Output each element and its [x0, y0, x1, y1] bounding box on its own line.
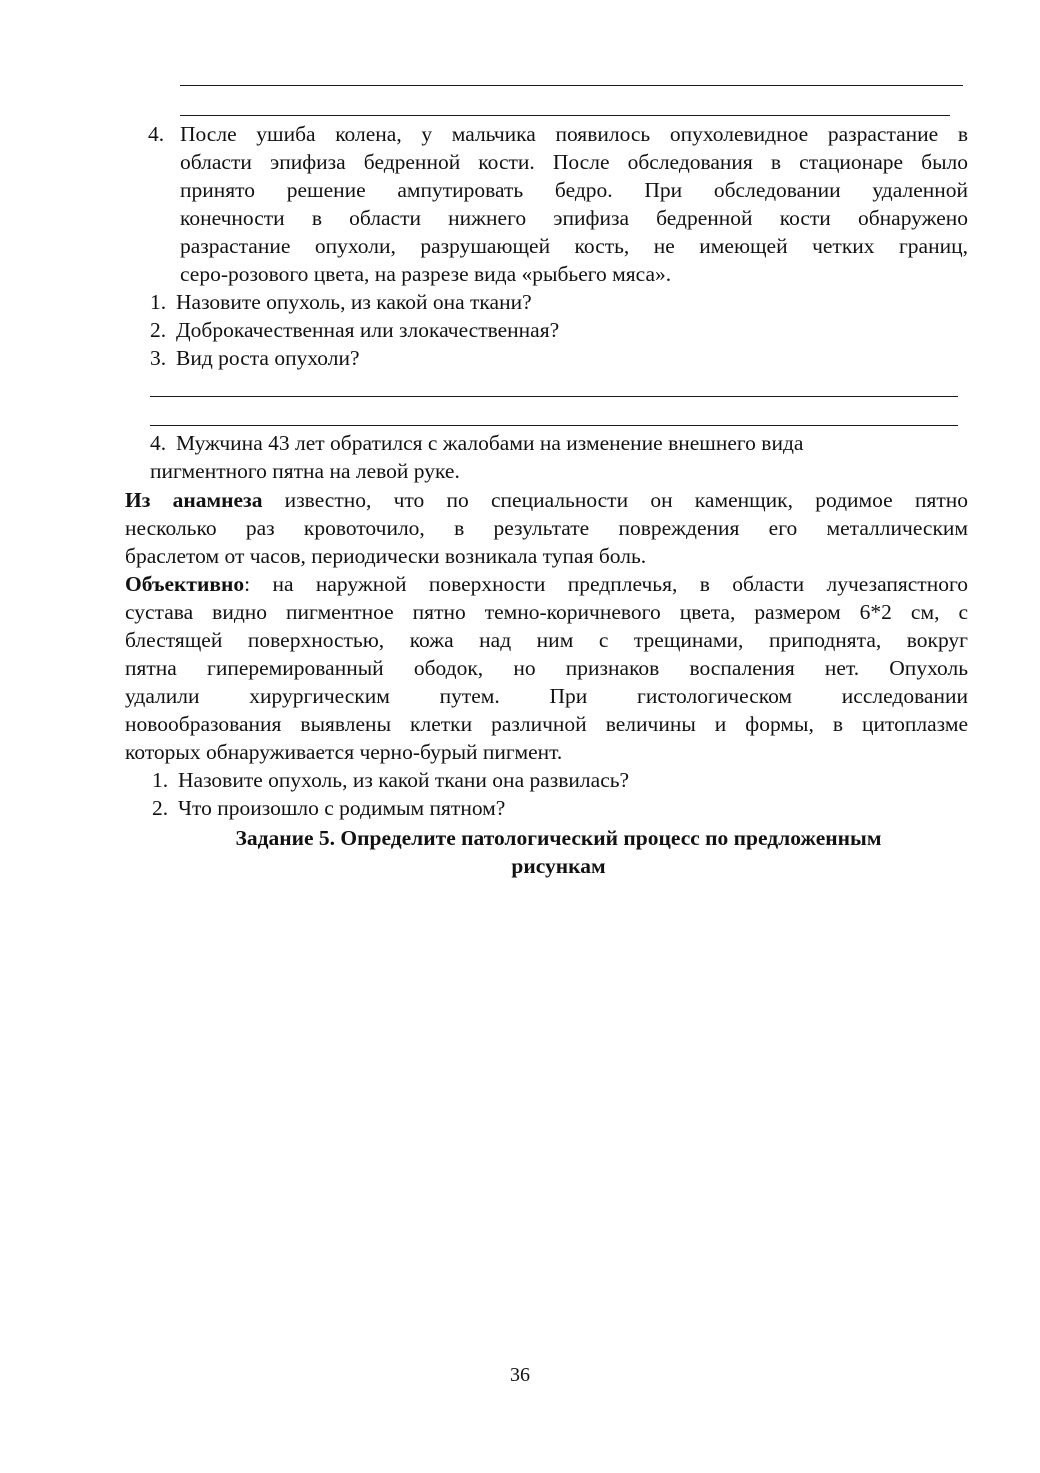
anamnesis-line — [125, 486, 968, 514]
objective-line: блестящей поверхностью, кожа над ним с трещинами, приподнята, вокруг — [125, 628, 968, 652]
case-intro-line: пигментного пятна на левой руке. — [150, 459, 460, 483]
task-heading: рисункам — [511, 854, 606, 878]
case-text-line: области эпифиза бедренной кости. После обследования в стационаре было — [180, 150, 968, 174]
question-text: Что произошло с родимым пятном? — [178, 796, 506, 820]
objective-line: пятна гиперемированный ободок, но признаков воспаления нет. Опухоль — [125, 656, 968, 680]
answer-line — [150, 425, 958, 426]
answer-line — [180, 115, 950, 116]
question-text: Назовите опухоль, из какой ткани она развилась? — [178, 768, 630, 792]
case-text-line: разрастание опухоли, разрушающей кость, не имеющей четких границ, — [180, 234, 968, 258]
task-heading: Задание 5. Определите патологический процесс по предложенным — [235, 826, 882, 850]
case-number: 4. — [148, 122, 165, 146]
question-number: 1. — [152, 768, 169, 792]
objective-text: : на наружной поверхности предплечья, в области лучезапястного — [244, 572, 968, 596]
case-text-line: конечности в области нижнего эпифиза бедренной кости обнаружено — [180, 206, 968, 230]
question-text: Вид роста опухоли? — [176, 346, 360, 370]
answer-line — [150, 396, 958, 397]
case-text-line: серо-розового цвета, на разрезе вида «рыбьего мяса». — [180, 262, 672, 286]
question-item — [150, 316, 559, 344]
page-number: 36 — [510, 1364, 530, 1386]
case-number: 4. — [150, 431, 167, 455]
case-intro-text: Мужчина 43 лет обратился с жалобами на изменение внешнего вида — [176, 431, 804, 455]
answer-line — [180, 85, 963, 86]
anamnesis-line: несколько раз кровоточило, в результате повреждения его металлическим — [125, 516, 968, 540]
anamnesis-line: браслетом от часов, периодически возникала тупая боль. — [125, 544, 647, 568]
objective-line: удалили хирургическим путем. При гистологическом исследовании — [125, 684, 968, 708]
objective-line: сустава видно пигментное пятно темно-коричневого цвета, размером 6*2 см, с — [125, 600, 968, 624]
question-item — [152, 766, 629, 794]
question-item — [150, 288, 532, 316]
question-item — [152, 794, 505, 822]
case-text-line: принято решение ампутировать бедро. При обследовании удаленной — [180, 178, 968, 202]
question-text: Назовите опухоль, из какой она ткани? — [176, 290, 532, 314]
objective-label: Объективно — [125, 572, 245, 596]
objective-line: которых обнаруживается черно-бурый пигмент. — [125, 740, 563, 764]
case-intro — [150, 429, 803, 457]
question-number: 1. — [150, 290, 167, 314]
anamnesis-label: Из анамнеза — [125, 488, 263, 512]
objective-line: новообразования выявлены клетки различной величины и формы, в цитоплазме — [125, 712, 968, 736]
case-text-line: После ушиба колена, у мальчика появилось опухолевидное разрастание в — [180, 122, 968, 146]
objective-line — [125, 570, 968, 598]
question-number: 3. — [150, 346, 167, 370]
question-number: 2. — [150, 318, 167, 342]
question-item — [150, 344, 360, 372]
question-text: Доброкачественная или злокачественная? — [176, 318, 560, 342]
question-number: 2. — [152, 796, 169, 820]
anamnesis-text: известно, что по специальности он каменщик, родимое пятно — [262, 488, 968, 512]
